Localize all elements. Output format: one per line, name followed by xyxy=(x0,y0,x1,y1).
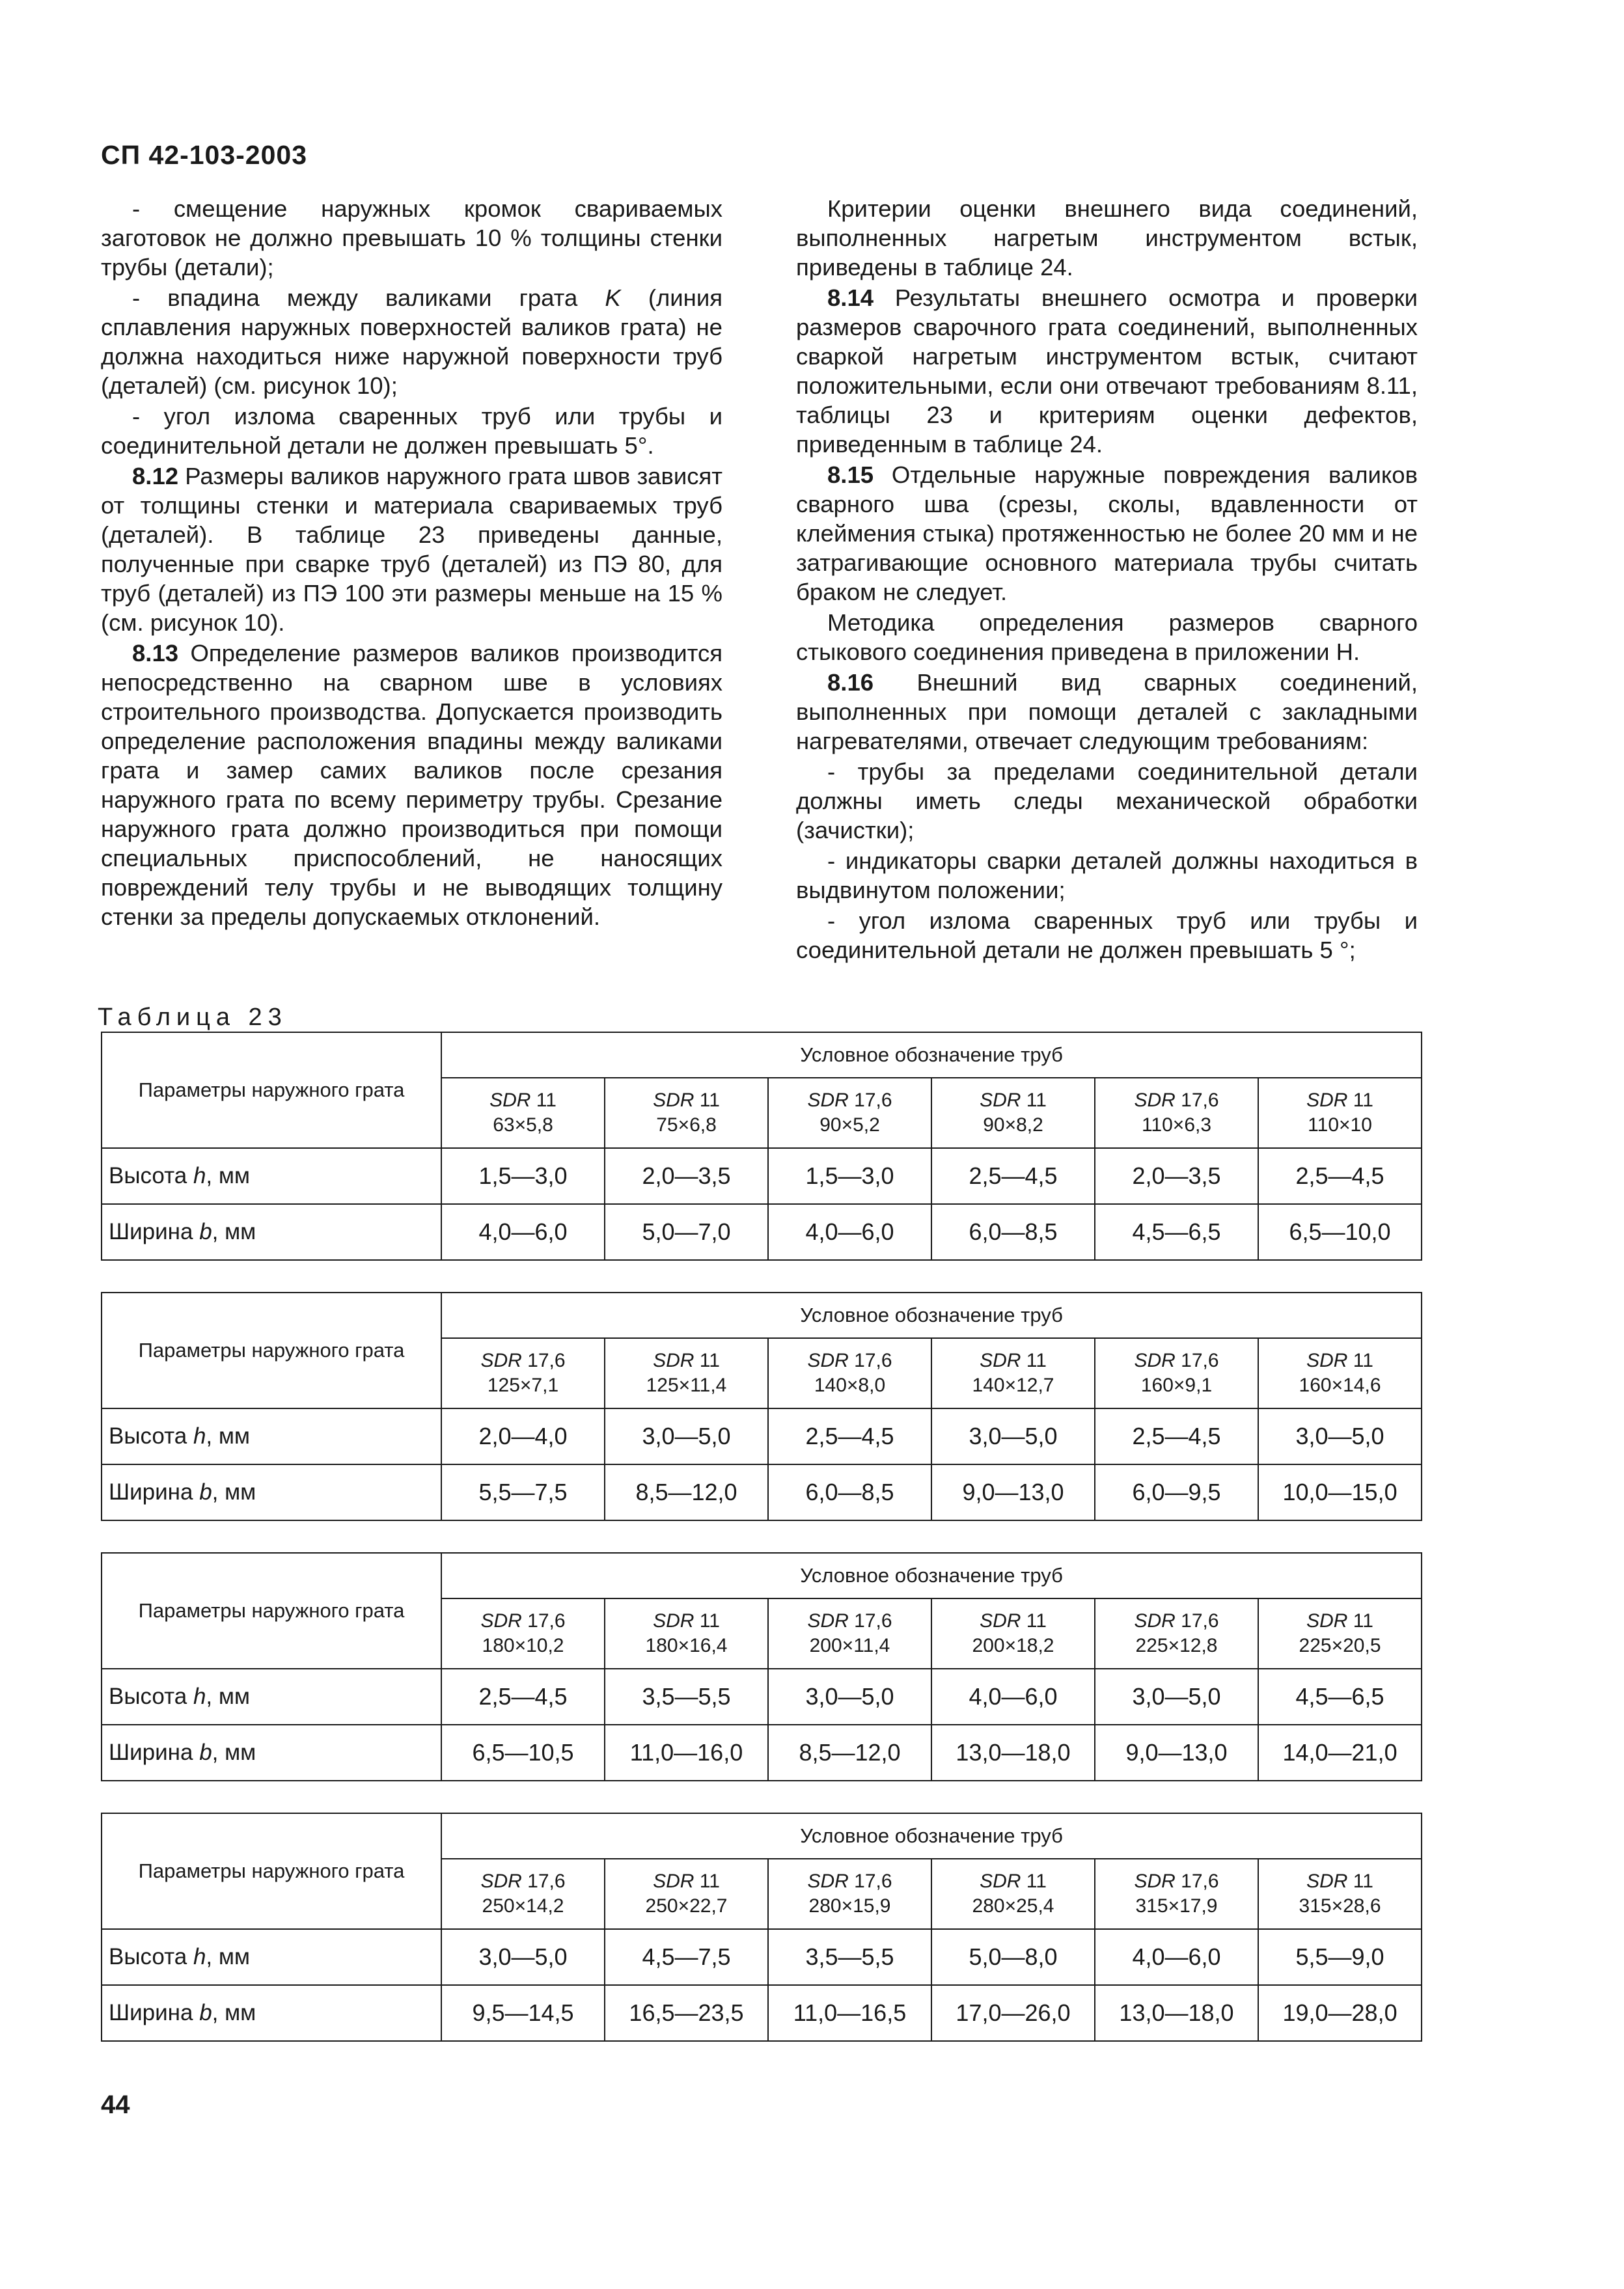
height-value: 2,0—3,5 xyxy=(1095,1148,1258,1204)
width-value: 11,0—16,0 xyxy=(605,1725,768,1781)
height-value: 2,5—4,5 xyxy=(931,1148,1095,1204)
width-value: 6,5—10,5 xyxy=(441,1725,605,1781)
table-title: Таблица 23 xyxy=(98,1004,288,1031)
pipe-size-cell: SDR 17,6 180×10,2 xyxy=(441,1598,605,1669)
width-value: 4,0—6,0 xyxy=(441,1204,605,1260)
right-column xyxy=(796,194,1418,966)
height-value: 3,5—5,5 xyxy=(768,1929,931,1985)
paragraph: Критерии оценки внешнего вида соединений, выполненных нагретым инструментом встык, приведены в таблице 24. xyxy=(796,195,1418,281)
clause-number: 8.14 xyxy=(827,284,874,311)
width-value: 16,5—23,5 xyxy=(605,1985,768,2041)
clause-number: 8.16 xyxy=(827,669,874,696)
pipe-size-cell: SDR 11 110×10 xyxy=(1258,1078,1422,1148)
paragraph: 8.14 Результаты внешнего осмотра и проверки размеров сварочного грата соединений, выполненных сваркой нагретым инструментом встык, считают положительными, если они отвечают требованиям 8.11, таблицы 23 и критериям оценки дефектов, приведенным в таблице 24. xyxy=(796,284,1418,458)
pipe-size-cell: SDR 17,6 90×5,2 xyxy=(768,1078,931,1148)
param-header: Параметры наружного грата xyxy=(102,1553,441,1669)
paragraph: Методика определения размеров сварного стыкового соединения приведена в приложении Н. xyxy=(796,609,1418,665)
pipe-size-cell: SDR 11 200×18,2 xyxy=(931,1598,1095,1669)
row-label-width: Ширина b, мм xyxy=(102,1204,441,1260)
height-value: 5,0—8,0 xyxy=(931,1929,1095,1985)
group-header: Условное обозначение труб xyxy=(441,1553,1422,1598)
page-number: 44 xyxy=(101,2090,130,2119)
width-value: 13,0—18,0 xyxy=(931,1725,1095,1781)
height-value: 5,5—9,0 xyxy=(1258,1929,1422,1985)
row-label-width: Ширина b, мм xyxy=(102,1725,441,1781)
weld-bead-table xyxy=(101,1292,1422,1521)
pipe-size-cell: SDR 17,6 125×7,1 xyxy=(441,1338,605,1408)
group-header: Условное обозначение труб xyxy=(441,1032,1422,1078)
weld-bead-table xyxy=(101,1813,1422,2042)
width-value: 6,5—10,0 xyxy=(1258,1204,1422,1260)
width-value: 8,5—12,0 xyxy=(768,1725,931,1781)
width-value: 10,0—15,0 xyxy=(1258,1464,1422,1520)
pipe-size-cell: SDR 17,6 200×11,4 xyxy=(768,1598,931,1669)
pipe-size-cell: SDR 11 75×6,8 xyxy=(605,1078,768,1148)
pipe-size-cell: SDR 11 160×14,6 xyxy=(1258,1338,1422,1408)
param-header: Параметры наружного грата xyxy=(102,1293,441,1408)
clause-number: 8.15 xyxy=(827,461,874,488)
pipe-size-cell: SDR 11 125×11,4 xyxy=(605,1338,768,1408)
group-header: Условное обозначение труб xyxy=(441,1293,1422,1338)
width-value: 9,0—13,0 xyxy=(931,1464,1095,1520)
height-value: 2,0—3,5 xyxy=(605,1148,768,1204)
pipe-size-cell: SDR 17,6 250×14,2 xyxy=(441,1859,605,1929)
width-value: 9,0—13,0 xyxy=(1095,1725,1258,1781)
pipe-size-cell: SDR 17,6 110×6,3 xyxy=(1095,1078,1258,1148)
row-label-width: Ширина b, мм xyxy=(102,1985,441,2041)
height-value: 3,0—5,0 xyxy=(768,1669,931,1725)
width-value: 17,0—26,0 xyxy=(931,1985,1095,2041)
height-value: 4,0—6,0 xyxy=(931,1669,1095,1725)
group-header: Условное обозначение труб xyxy=(441,1813,1422,1859)
weld-bead-table xyxy=(101,1552,1422,1781)
paragraph: 8.13 Определение размеров валиков производится непосредственно на сварном шве в условиях строительного производства. Допускается производить определение расположения впадины между валиками грата и замер самих валиков после срезания наружного грата по всему периметру трубы. Срезание наружного грата должно производиться при помощи специальных приспособлений, не наносящих повреждений телу трубы и не выводящих толщину стенки за пределы допускаемых отклонений. xyxy=(101,640,723,930)
left-column xyxy=(101,194,723,933)
paragraph: - угол излома сваренных труб или трубы и соединительной детали не должен превышать 5 °; xyxy=(796,907,1418,963)
pipe-size-cell: SDR 17,6 315×17,9 xyxy=(1095,1859,1258,1929)
height-value: 3,5—5,5 xyxy=(605,1669,768,1725)
paragraph: 8.16 Внешний вид сварных соединений, выполненных при помощи деталей с закладными нагревателями, отвечает следующим требованиям: xyxy=(796,669,1418,754)
height-value: 4,5—6,5 xyxy=(1258,1669,1422,1725)
document-code: СП 42-103-2003 xyxy=(101,140,307,170)
paragraph: 8.15 Отдельные наружные повреждения валиков сварного шва (срезы, сколы, вдавленности от клеймения стыка) протяженностью не более 20 мм и не затрагивающие основного материала трубы считать браком не следует. xyxy=(796,461,1418,605)
row-label-height: Высота h, мм xyxy=(102,1148,441,1204)
pipe-size-cell: SDR 17,6 140×8,0 xyxy=(768,1338,931,1408)
height-value: 2,5—4,5 xyxy=(1258,1148,1422,1204)
pipe-size-cell: SDR 11 280×25,4 xyxy=(931,1859,1095,1929)
height-value: 3,0—5,0 xyxy=(931,1408,1095,1464)
height-value: 3,0—5,0 xyxy=(605,1408,768,1464)
param-header: Параметры наружного грата xyxy=(102,1813,441,1929)
height-value: 4,0—6,0 xyxy=(1095,1929,1258,1985)
clause-number: 8.13 xyxy=(132,640,179,666)
height-value: 2,5—4,5 xyxy=(768,1408,931,1464)
weld-bead-table xyxy=(101,1032,1422,1261)
width-value: 6,0—8,5 xyxy=(931,1204,1095,1260)
pipe-size-cell: SDR 11 180×16,4 xyxy=(605,1598,768,1669)
width-value: 8,5—12,0 xyxy=(605,1464,768,1520)
pipe-size-cell: SDR 11 250×22,7 xyxy=(605,1859,768,1929)
pipe-size-cell: SDR 17,6 280×15,9 xyxy=(768,1859,931,1929)
row-label-height: Высота h, мм xyxy=(102,1929,441,1985)
width-value: 6,0—9,5 xyxy=(1095,1464,1258,1520)
paragraph: - смещение наружных кромок свариваемых заготовок не должно превышать 10 % толщины стенки трубы (детали); xyxy=(101,195,723,281)
pipe-size-cell: SDR 17,6 225×12,8 xyxy=(1095,1598,1258,1669)
width-value: 11,0—16,5 xyxy=(768,1985,931,2041)
height-value: 3,0—5,0 xyxy=(1095,1669,1258,1725)
param-header: Параметры наружного грата xyxy=(102,1032,441,1148)
height-value: 4,5—7,5 xyxy=(605,1929,768,1985)
row-label-height: Высота h, мм xyxy=(102,1669,441,1725)
pipe-size-cell: SDR 11 140×12,7 xyxy=(931,1338,1095,1408)
paragraph: - впадина между валиками грата K (линия сплавления наружных поверхностей валиков грата) не должна находиться ниже наружной поверхности труб (деталей) (см. рисунок 10); xyxy=(101,284,723,399)
width-value: 19,0—28,0 xyxy=(1258,1985,1422,2041)
row-label-width: Ширина b, мм xyxy=(102,1464,441,1520)
pipe-size-cell: SDR 11 225×20,5 xyxy=(1258,1598,1422,1669)
clause-number: 8.12 xyxy=(132,463,179,489)
height-value: 2,5—4,5 xyxy=(1095,1408,1258,1464)
width-value: 13,0—18,0 xyxy=(1095,1985,1258,2041)
paragraph: 8.12 Размеры валиков наружного грата швов зависят от толщины стенки и материала свариваемых труб (деталей). В таблице 23 приведены данные, полученные при сварке труб (деталей) из ПЭ 80, для труб (деталей) из ПЭ 100 эти размеры меньше на 15 % (см. рисунок 10). xyxy=(101,463,723,636)
height-value: 1,5—3,0 xyxy=(441,1148,605,1204)
paragraph: - угол излома сваренных труб или трубы и соединительной детали не должен превышать 5°. xyxy=(101,403,723,459)
pipe-size-cell: SDR 11 90×8,2 xyxy=(931,1078,1095,1148)
paragraph: - индикаторы сварки деталей должны находиться в выдвинутом положении; xyxy=(796,847,1418,903)
width-value: 5,0—7,0 xyxy=(605,1204,768,1260)
width-value: 14,0—21,0 xyxy=(1258,1725,1422,1781)
width-value: 4,5—6,5 xyxy=(1095,1204,1258,1260)
height-value: 3,0—5,0 xyxy=(1258,1408,1422,1464)
width-value: 5,5—7,5 xyxy=(441,1464,605,1520)
height-value: 1,5—3,0 xyxy=(768,1148,931,1204)
pipe-size-cell: SDR 17,6 160×9,1 xyxy=(1095,1338,1258,1408)
height-value: 3,0—5,0 xyxy=(441,1929,605,1985)
pipe-size-cell: SDR 11 63×5,8 xyxy=(441,1078,605,1148)
height-value: 2,5—4,5 xyxy=(441,1669,605,1725)
paragraph: - трубы за пределами соединительной детали должны иметь следы механической обработки (зачистки); xyxy=(796,758,1418,843)
pipe-size-cell: SDR 11 315×28,6 xyxy=(1258,1859,1422,1929)
width-value: 6,0—8,5 xyxy=(768,1464,931,1520)
symbol-k: K xyxy=(605,284,621,311)
row-label-height: Высота h, мм xyxy=(102,1408,441,1464)
height-value: 2,0—4,0 xyxy=(441,1408,605,1464)
width-value: 4,0—6,0 xyxy=(768,1204,931,1260)
width-value: 9,5—14,5 xyxy=(441,1985,605,2041)
